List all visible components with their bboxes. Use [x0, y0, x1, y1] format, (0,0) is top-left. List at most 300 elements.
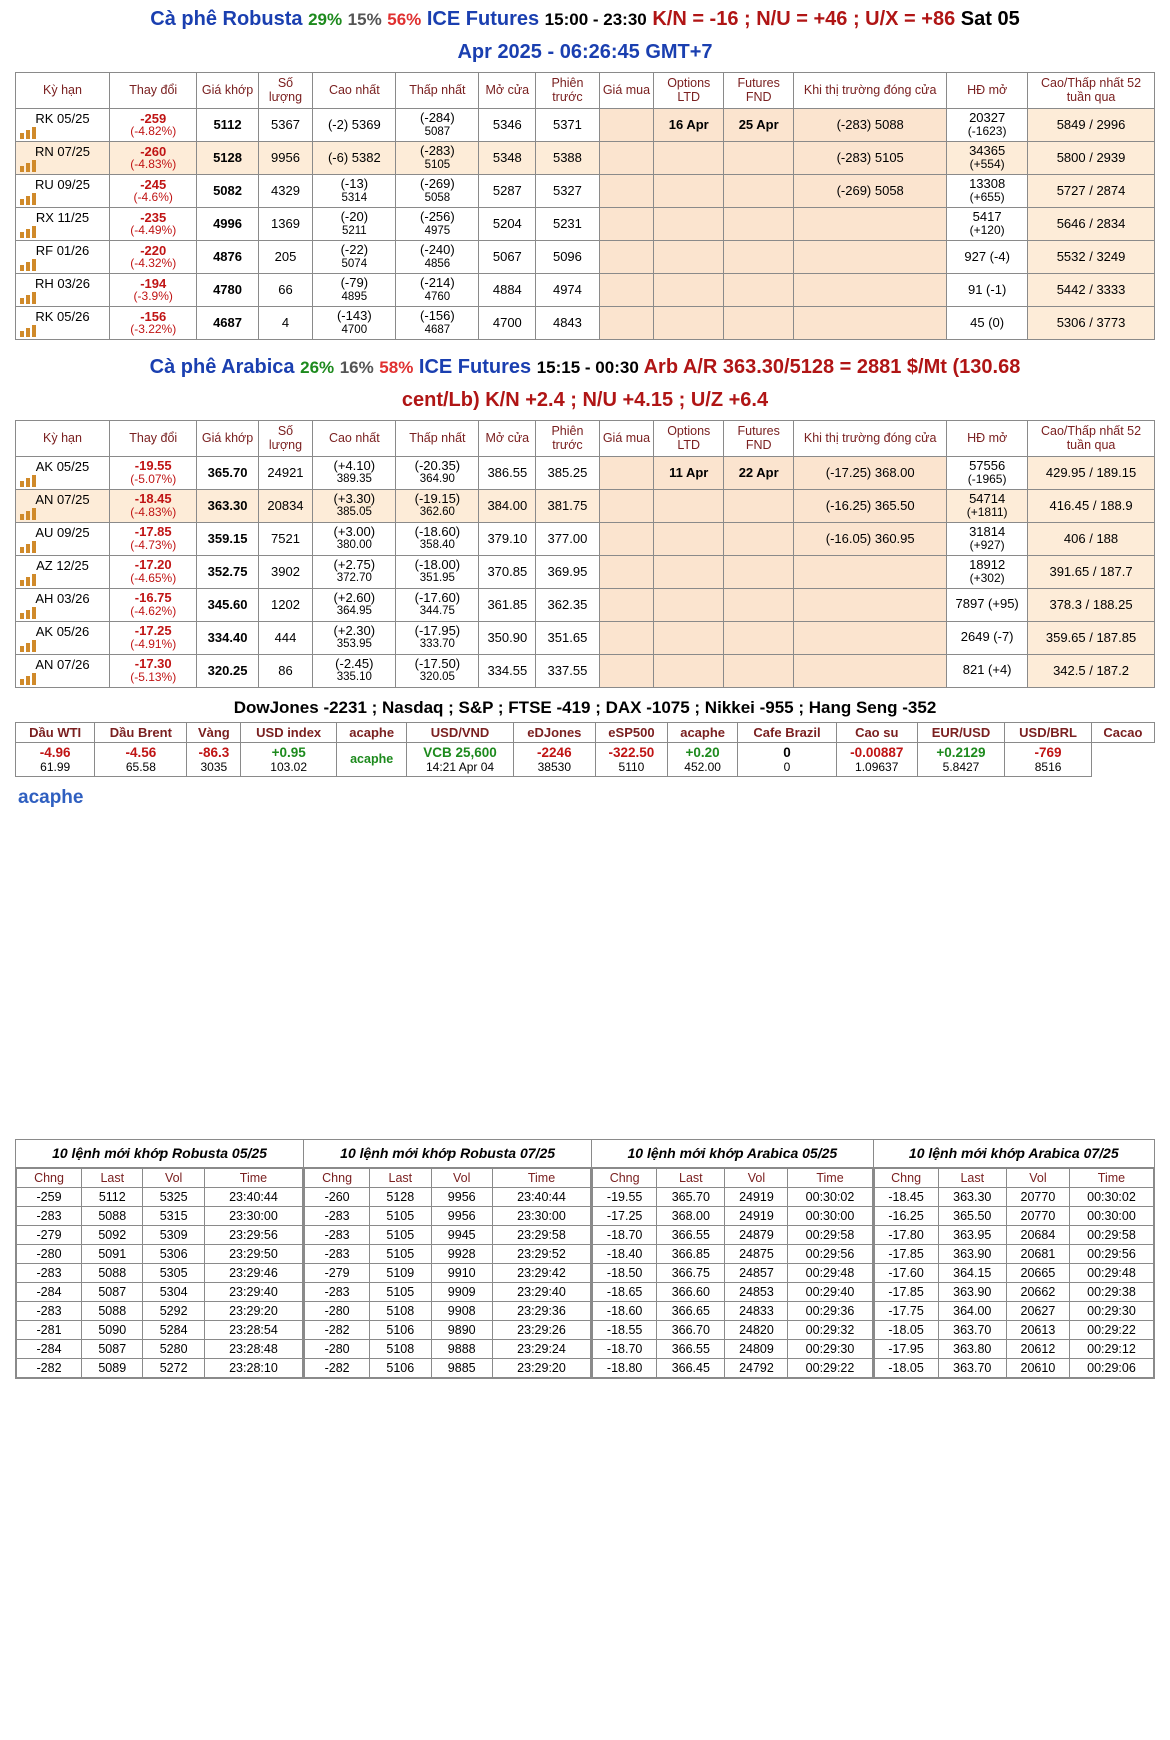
row-last: 363.30: [197, 489, 258, 522]
row-high: (+3.30) 385.05: [313, 489, 396, 522]
orders-cell: -18.70: [593, 1340, 657, 1359]
orders-cell: 5306: [143, 1245, 204, 1264]
row-market-close: (-283) 5105: [794, 141, 947, 174]
orders-cell: 00:30:00: [1069, 1207, 1153, 1226]
orders-cell: 24875: [725, 1245, 788, 1264]
row-bid: [599, 174, 654, 207]
orders-cell: 363.90: [938, 1283, 1006, 1302]
row-open-interest: 13308 (+655): [947, 174, 1028, 207]
orders-cell: 23:40:44: [204, 1188, 302, 1207]
row-prev: 4843: [536, 306, 599, 339]
orders-cell: -18.65: [593, 1283, 657, 1302]
row-term[interactable]: AZ 12/25: [16, 555, 110, 588]
index-value-10: -0.00887 1.09637: [836, 742, 917, 776]
orders-cell: 9885: [431, 1359, 492, 1378]
row-options-ltd: 16 Apr: [654, 108, 724, 141]
robusta-header: [0, 0, 1170, 33]
index-header-9: Cafe Brazil: [738, 722, 836, 742]
orders-cell: 5108: [370, 1302, 431, 1321]
col-prev: Phiên trước: [536, 73, 599, 109]
row-prev: 351.65: [536, 621, 599, 654]
orders-cell: 23:29:50: [204, 1245, 302, 1264]
row-open: 384.00: [479, 489, 536, 522]
orders-row: [17, 1264, 303, 1283]
row-last: 5082: [197, 174, 258, 207]
orders-row: [305, 1207, 591, 1226]
orders-cell: 5092: [82, 1226, 143, 1245]
orders-cell: -19.55: [593, 1188, 657, 1207]
row-term[interactable]: AN 07/26: [16, 654, 110, 687]
index-value-6: -2246 38530: [513, 742, 595, 776]
orders-col-chng: Chng: [593, 1169, 657, 1188]
chart-icon[interactable]: [20, 640, 38, 652]
row-high: (+3.00) 380.00: [313, 522, 396, 555]
arabica-pct1: 26%: [300, 357, 335, 377]
row-market-close: [794, 555, 947, 588]
orders-cell: 368.00: [657, 1207, 725, 1226]
row-prev: 5096: [536, 240, 599, 273]
orders-cell: 5105: [370, 1226, 431, 1245]
row-52week: 406 / 188: [1028, 522, 1155, 555]
index-header-4: acaphe: [337, 722, 407, 742]
col-volume: Số lượng: [258, 420, 313, 456]
row-last: 334.40: [197, 621, 258, 654]
row-bid: [599, 273, 654, 306]
chart-icon[interactable]: [20, 475, 38, 487]
row-bid: [599, 456, 654, 489]
orders-cell: 366.85: [657, 1245, 725, 1264]
orders-cell: 23:28:54: [204, 1321, 302, 1340]
row-last: 320.25: [197, 654, 258, 687]
table-row[interactable]: [16, 555, 1155, 588]
orders-cell: -283: [17, 1302, 82, 1321]
table-row[interactable]: [16, 240, 1155, 273]
orders-cell: 24919: [725, 1207, 788, 1226]
orders-row: [593, 1340, 872, 1359]
orders-cell: 24833: [725, 1302, 788, 1321]
index-header-12: USD/BRL: [1005, 722, 1092, 742]
col-options-ltd: Options LTD: [654, 420, 724, 456]
row-change: -194 (-3.9%): [110, 273, 197, 306]
row-52week: 5727 / 2874: [1028, 174, 1155, 207]
row-last: 365.70: [197, 456, 258, 489]
orders-cell: 363.95: [938, 1226, 1006, 1245]
row-change: -260 (-4.83%): [110, 141, 197, 174]
row-term[interactable]: RK 05/25: [16, 108, 110, 141]
table-row[interactable]: [16, 621, 1155, 654]
orders-cell: -18.60: [593, 1302, 657, 1321]
row-last: 4996: [197, 207, 258, 240]
row-last: 345.60: [197, 588, 258, 621]
row-term[interactable]: RF 01/26: [16, 240, 110, 273]
orders-row: [593, 1245, 872, 1264]
row-low: (-18.00) 351.95: [396, 555, 479, 588]
row-prev: 5231: [536, 207, 599, 240]
orders-cell: -16.25: [874, 1207, 938, 1226]
row-volume: 5367: [258, 108, 313, 141]
orders-row: [305, 1340, 591, 1359]
row-futures-fnd: [724, 621, 794, 654]
orders-cell: 366.55: [657, 1340, 725, 1359]
world-index-title: DowJones -2231 ; Nasdaq ; S&P ; FTSE -419 ; DAX -1075 ; Nikkei -955 ; Hang Seng -352: [233, 697, 937, 717]
orders-cell: 5105: [370, 1245, 431, 1264]
chart-icon[interactable]: [20, 673, 38, 685]
orders-cell: 5284: [143, 1321, 204, 1340]
orders-cell: 00:29:48: [1069, 1264, 1153, 1283]
orders-cell: 5280: [143, 1340, 204, 1359]
row-market-close: (-283) 5088: [794, 108, 947, 141]
row-term[interactable]: AU 09/25: [16, 522, 110, 555]
row-term[interactable]: RK 05/26: [16, 306, 110, 339]
orders-cell: 23:40:44: [492, 1188, 590, 1207]
row-futures-fnd: [724, 654, 794, 687]
orders-row: [17, 1245, 303, 1264]
orders-cell: 00:30:00: [788, 1207, 872, 1226]
row-change: -156 (-3.22%): [110, 306, 197, 339]
index-value-11: +0.2129 5.8427: [917, 742, 1005, 776]
chart-icon[interactable]: [20, 259, 38, 271]
orders-cell: -280: [17, 1245, 82, 1264]
row-open: 4700: [479, 306, 536, 339]
orders-cell: 00:29:36: [788, 1302, 872, 1321]
index-header-10: Cao su: [836, 722, 917, 742]
table-row[interactable]: [16, 108, 1155, 141]
row-bid: [599, 108, 654, 141]
row-futures-fnd: [724, 174, 794, 207]
chart-icon[interactable]: [20, 607, 38, 619]
orders-cell: 366.45: [657, 1359, 725, 1378]
chart-icon[interactable]: [20, 541, 38, 553]
orders-cell: 9888: [431, 1340, 492, 1359]
row-open: 386.55: [479, 456, 536, 489]
orders-cell: -17.60: [874, 1264, 938, 1283]
orders-cell: 00:29:30: [1069, 1302, 1153, 1321]
row-52week: 378.3 / 188.25: [1028, 588, 1155, 621]
col-last: Giá khớp: [197, 73, 258, 109]
arabica-header-line2: [0, 381, 1170, 414]
row-prev: 377.00: [536, 522, 599, 555]
orders-cell: 00:29:22: [1069, 1321, 1153, 1340]
orders-cell: -282: [305, 1359, 370, 1378]
row-open-interest: 57556 (-1965): [947, 456, 1028, 489]
index-value-9: 0 0: [738, 742, 836, 776]
row-term[interactable]: RH 03/26: [16, 273, 110, 306]
row-open-interest: 54714 (+1811): [947, 489, 1028, 522]
row-open: 379.10: [479, 522, 536, 555]
row-bid: [599, 522, 654, 555]
index-header-2: Vàng: [187, 722, 241, 742]
row-change: -220 (-4.32%): [110, 240, 197, 273]
row-high: (-79) 4895: [313, 273, 396, 306]
row-volume: 20834: [258, 489, 313, 522]
row-options-ltd: [654, 306, 724, 339]
orders-col-vol: Vol: [431, 1169, 492, 1188]
orders-cell: 9909: [431, 1283, 492, 1302]
chart-icon[interactable]: [20, 127, 38, 139]
orders-col-chng: Chng: [305, 1169, 370, 1188]
col-market-close: Khi thị trường đóng cửa: [794, 73, 947, 109]
orders-col-last: Last: [370, 1169, 431, 1188]
row-high: (-2.45) 335.10: [313, 654, 396, 687]
row-last: 4687: [197, 306, 258, 339]
table-row[interactable]: [16, 174, 1155, 207]
index-value-0: -4.96 61.99: [16, 742, 95, 776]
orders-row: [874, 1302, 1153, 1321]
col-change: Thay đổi: [110, 73, 197, 109]
row-market-close: [794, 621, 947, 654]
row-high: (-13) 5314: [313, 174, 396, 207]
robusta-pct2: 15%: [347, 10, 382, 29]
orders-col-vol: Vol: [725, 1169, 788, 1188]
arabica-arb: Arb A/R 363.30/5128 = 2881 $/Mt (130.68: [643, 355, 1021, 378]
chart-icon[interactable]: [20, 226, 38, 238]
row-term[interactable]: RX 11/25: [16, 207, 110, 240]
chart-icon[interactable]: [20, 508, 38, 520]
row-bid: [599, 141, 654, 174]
index-value-3: +0.95 103.02: [241, 742, 337, 776]
orders-row: [17, 1207, 303, 1226]
row-prev: 4974: [536, 273, 599, 306]
orders-cell: 5309: [143, 1226, 204, 1245]
index-strip-header: [16, 722, 1155, 742]
orders-cell: -18.05: [874, 1321, 938, 1340]
row-bid: [599, 555, 654, 588]
table-row[interactable]: [16, 207, 1155, 240]
chart-icon[interactable]: [20, 160, 38, 172]
orders-title-row: [16, 1139, 1155, 1168]
orders-cell: 20662: [1006, 1283, 1069, 1302]
orders-cell: -17.75: [874, 1302, 938, 1321]
index-header-1: Dầu Brent: [95, 722, 187, 742]
col-change: Thay đổi: [110, 420, 197, 456]
robusta-title: Cà phê Robusta: [150, 8, 303, 30]
row-prev: 385.25: [536, 456, 599, 489]
orders-cell: 365.50: [938, 1207, 1006, 1226]
row-bid: [599, 489, 654, 522]
row-open-interest: 91 (-1): [947, 273, 1028, 306]
row-bid: [599, 621, 654, 654]
row-bid: [599, 240, 654, 273]
row-change: -17.20 (-4.65%): [110, 555, 197, 588]
row-open-interest: 821 (+4): [947, 654, 1028, 687]
arabica-pct2: 16%: [339, 357, 374, 377]
row-low: (-18.60) 358.40: [396, 522, 479, 555]
row-low: (-17.95) 333.70: [396, 621, 479, 654]
orders-col-chng: Chng: [874, 1169, 938, 1188]
table-row[interactable]: [16, 141, 1155, 174]
row-term[interactable]: AH 03/26: [16, 588, 110, 621]
row-low: (-19.15) 362.60: [396, 489, 479, 522]
table-row[interactable]: [16, 456, 1155, 489]
orders-cell: 365.70: [657, 1188, 725, 1207]
orders-cell: 24809: [725, 1340, 788, 1359]
index-value-5: VCB 25,600 14:21 Apr 04: [407, 742, 513, 776]
orders-cell: 5087: [82, 1340, 143, 1359]
orders-cell: -18.55: [593, 1321, 657, 1340]
orders-cell: 23:29:42: [492, 1264, 590, 1283]
orders-cell: 9945: [431, 1226, 492, 1245]
row-high: (-22) 5074: [313, 240, 396, 273]
orders-cell: 20770: [1006, 1207, 1069, 1226]
row-bid: [599, 588, 654, 621]
row-low: (-20.35) 364.90: [396, 456, 479, 489]
row-volume: 66: [258, 273, 313, 306]
orders-cell: 5088: [82, 1207, 143, 1226]
row-change: -17.85 (-4.73%): [110, 522, 197, 555]
orders-row: [17, 1283, 303, 1302]
orders-row: [17, 1340, 303, 1359]
row-term[interactable]: RN 07/25: [16, 141, 110, 174]
col-52week: Cao/Thấp nhất 52 tuần qua: [1028, 73, 1155, 109]
orders-row: [17, 1188, 303, 1207]
orders-row: [305, 1321, 591, 1340]
orders-cell: 00:29:40: [788, 1283, 872, 1302]
row-bid: [599, 207, 654, 240]
row-last: 4780: [197, 273, 258, 306]
table-row[interactable]: [16, 522, 1155, 555]
row-low: (-284) 5087: [396, 108, 479, 141]
row-low: (-156) 4687: [396, 306, 479, 339]
orders-row: [305, 1283, 591, 1302]
chart-icon[interactable]: [20, 292, 38, 304]
orders-cell: 20627: [1006, 1302, 1069, 1321]
row-term[interactable]: AK 05/26: [16, 621, 110, 654]
table-row[interactable]: [16, 588, 1155, 621]
col-low: Thấp nhất: [396, 420, 479, 456]
orders-row: [874, 1283, 1153, 1302]
orders-cell: 23:29:40: [204, 1283, 302, 1302]
row-change: -18.45 (-4.83%): [110, 489, 197, 522]
orders-col-time: Time: [1069, 1169, 1153, 1188]
orders-row: [874, 1207, 1153, 1226]
table-row[interactable]: [16, 273, 1155, 306]
row-low: (-240) 4856: [396, 240, 479, 273]
row-volume: 7521: [258, 522, 313, 555]
chart-icon[interactable]: [20, 325, 38, 337]
orders-cell: 24919: [725, 1188, 788, 1207]
orders-cell: 5088: [82, 1302, 143, 1321]
orders-cell: 5108: [370, 1340, 431, 1359]
row-options-ltd: [654, 240, 724, 273]
row-futures-fnd: 22 Apr: [724, 456, 794, 489]
orders-cell: -18.50: [593, 1264, 657, 1283]
row-high: (+2.30) 353.95: [313, 621, 396, 654]
orders-cell: -280: [305, 1340, 370, 1359]
chart-icon[interactable]: [20, 193, 38, 205]
orders-cell: 23:29:40: [492, 1283, 590, 1302]
col-high: Cao nhất: [313, 420, 396, 456]
row-52week: 359.65 / 187.85: [1028, 621, 1155, 654]
row-market-close: [794, 588, 947, 621]
orders-block-title: 10 lệnh mới khớp Arabica 05/25: [592, 1139, 873, 1168]
orders-cell: 5105: [370, 1283, 431, 1302]
orders-table: [15, 1139, 1155, 1380]
col-high: Cao nhất: [313, 73, 396, 109]
orders-col-vol: Vol: [1006, 1169, 1069, 1188]
row-open-interest: 45 (0): [947, 306, 1028, 339]
index-strip-row: [16, 742, 1155, 776]
row-52week: 5849 / 2996: [1028, 108, 1155, 141]
orders-cell: 20681: [1006, 1245, 1069, 1264]
orders-cell: 5090: [82, 1321, 143, 1340]
chart-icon[interactable]: [20, 574, 38, 586]
row-change: -259 (-4.82%): [110, 108, 197, 141]
row-open: 5204: [479, 207, 536, 240]
row-change: -19.55 (-5.07%): [110, 456, 197, 489]
row-open: 361.85: [479, 588, 536, 621]
row-term[interactable]: AK 05/25: [16, 456, 110, 489]
orders-cell: 00:29:58: [1069, 1226, 1153, 1245]
orders-row: [17, 1302, 303, 1321]
orders-row: [17, 1226, 303, 1245]
row-options-ltd: [654, 654, 724, 687]
orders-cell: -283: [305, 1283, 370, 1302]
row-market-close: [794, 306, 947, 339]
row-52week: 5306 / 3773: [1028, 306, 1155, 339]
row-volume: 4329: [258, 174, 313, 207]
orders-row: [305, 1188, 591, 1207]
col-bid: Giá mua: [599, 420, 654, 456]
arabica-market: ICE Futures: [418, 355, 532, 378]
orders-cell: 5128: [370, 1188, 431, 1207]
index-header-11: EUR/USD: [917, 722, 1005, 742]
row-options-ltd: [654, 141, 724, 174]
orders-row: [593, 1321, 872, 1340]
robusta-header-row: [16, 73, 1155, 109]
row-52week: 5646 / 2834: [1028, 207, 1155, 240]
orders-cell: 5305: [143, 1264, 204, 1283]
col-prev: Phiên trước: [536, 420, 599, 456]
row-open: 4884: [479, 273, 536, 306]
row-open: 370.85: [479, 555, 536, 588]
orders-cell: 00:29:06: [1069, 1359, 1153, 1378]
orders-row: [305, 1302, 591, 1321]
orders-cell: -18.45: [874, 1188, 938, 1207]
orders-cell: 20613: [1006, 1321, 1069, 1340]
orders-cell: -284: [17, 1283, 82, 1302]
table-row[interactable]: [16, 654, 1155, 687]
row-change: -235 (-4.49%): [110, 207, 197, 240]
col-market-close: Khi thị trường đóng cửa: [794, 420, 947, 456]
robusta-spreads: K/N = -16 ; N/U = +46 ; U/X = +86: [652, 8, 956, 30]
robusta-date1: Sat 05: [960, 8, 1020, 30]
arabica-header-row: [16, 420, 1155, 456]
row-options-ltd: [654, 588, 724, 621]
row-term[interactable]: AN 07/25: [16, 489, 110, 522]
orders-block-body: [304, 1168, 592, 1379]
row-52week: 5442 / 3333: [1028, 273, 1155, 306]
row-last: 359.15: [197, 522, 258, 555]
index-value-2: -86.3 3035: [187, 742, 241, 776]
orders-cell: 5087: [82, 1283, 143, 1302]
orders-cell: 5272: [143, 1359, 204, 1378]
row-volume: 24921: [258, 456, 313, 489]
orders-cell: -18.70: [593, 1226, 657, 1245]
table-row[interactable]: [16, 306, 1155, 339]
table-row[interactable]: [16, 489, 1155, 522]
orders-col-last: Last: [82, 1169, 143, 1188]
index-header-8: acaphe: [667, 722, 737, 742]
col-term: Kỳ hạn: [16, 73, 110, 109]
row-bid: [599, 654, 654, 687]
row-futures-fnd: [724, 273, 794, 306]
row-term[interactable]: RU 09/25: [16, 174, 110, 207]
orders-col-vol: Vol: [143, 1169, 204, 1188]
row-futures-fnd: [724, 522, 794, 555]
orders-cell: 5325: [143, 1188, 204, 1207]
orders-cell: 5091: [82, 1245, 143, 1264]
orders-cell: -17.85: [874, 1245, 938, 1264]
